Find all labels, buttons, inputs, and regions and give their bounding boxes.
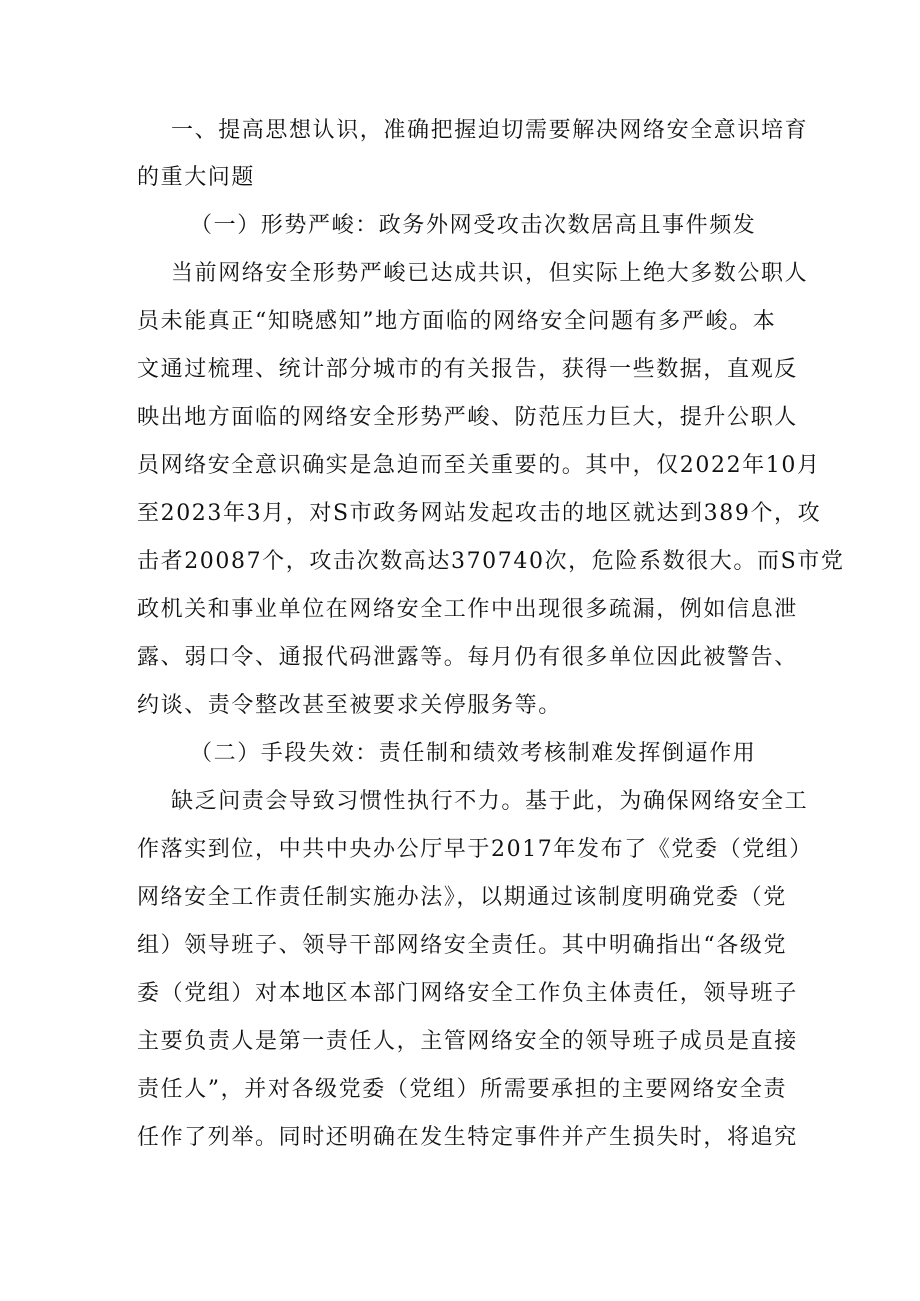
section-title: （二）手段失效：责任制和绩效考核制难发挥倒逼作用 <box>190 741 757 766</box>
paragraph-line: 露、弱口令、通报代码泄露等。每月仍有很多单位因此被警告、 <box>137 645 798 670</box>
section-title: （一）形势严峻：政务外网受攻击次数居高且事件频发 <box>190 213 757 238</box>
paragraph-line: 当前网络安全形势严峻已达成共识，但实际上绝大多数公职人 <box>171 261 809 286</box>
paragraph-line: 政机关和事业单位在网络安全工作中出现很多疏漏，例如信息泄 <box>137 597 798 622</box>
paragraph-line: 主要负责人是第一责任人，主管网络安全的领导班子成员是直接 <box>137 1029 798 1054</box>
heading-line: 的重大问题 <box>137 165 256 190</box>
paragraph-line: 网络安全工作责任制实施办法》，以期通过该制度明确党委（党 <box>137 885 787 910</box>
paragraph-line: 击者20087个，攻击次数高达370740次，危险系数很大。而S市党 <box>137 549 845 574</box>
paragraph-line: 约谈、责令整改甚至被要求关停服务等。 <box>137 693 562 718</box>
paragraph-line: 缺乏问责会导致习惯性执行不力。基于此，为确保网络安全工 <box>171 789 809 814</box>
paragraph-line: 任作了列举。同时还明确在发生特定事件并产生损失时，将追究 <box>137 1125 798 1150</box>
paragraph-line: 委（党组）对本地区本部门网络安全工作负主体责任，领导班子 <box>137 981 798 1006</box>
heading-line: 一、提高思想认识，准确把握迫切需要解决网络安全意识培育 <box>171 118 809 143</box>
paragraph-line: 至2023年3月，对S市政务网站发起攻击的地区就达到389个，攻 <box>137 501 822 526</box>
paragraph-line: 员未能真正“知晓感知”地方面临的网络安全问题有多严峻。本 <box>137 309 777 334</box>
paragraph-line: 组）领导班子、领导干部网络安全责任。其中明确指出“各级党 <box>137 933 788 958</box>
paragraph-line: 员网络安全意识确实是急迫而至关重要的。其中，仅2022年10月 <box>137 453 821 478</box>
paragraph-line: 文通过梳理、统计部分城市的有关报告，获得一些数据，直观反 <box>137 357 798 382</box>
paragraph-line: 作落实到位，中共中央办公厅早于2017年发布了《党委（党组） <box>137 837 813 862</box>
paragraph-line: 责任人”，并对各级党委（党组）所需要承担的主要网络安全责 <box>137 1077 788 1102</box>
paragraph-line: 映出地方面临的网络安全形势严峻、防范压力巨大，提升公职人 <box>137 405 798 430</box>
